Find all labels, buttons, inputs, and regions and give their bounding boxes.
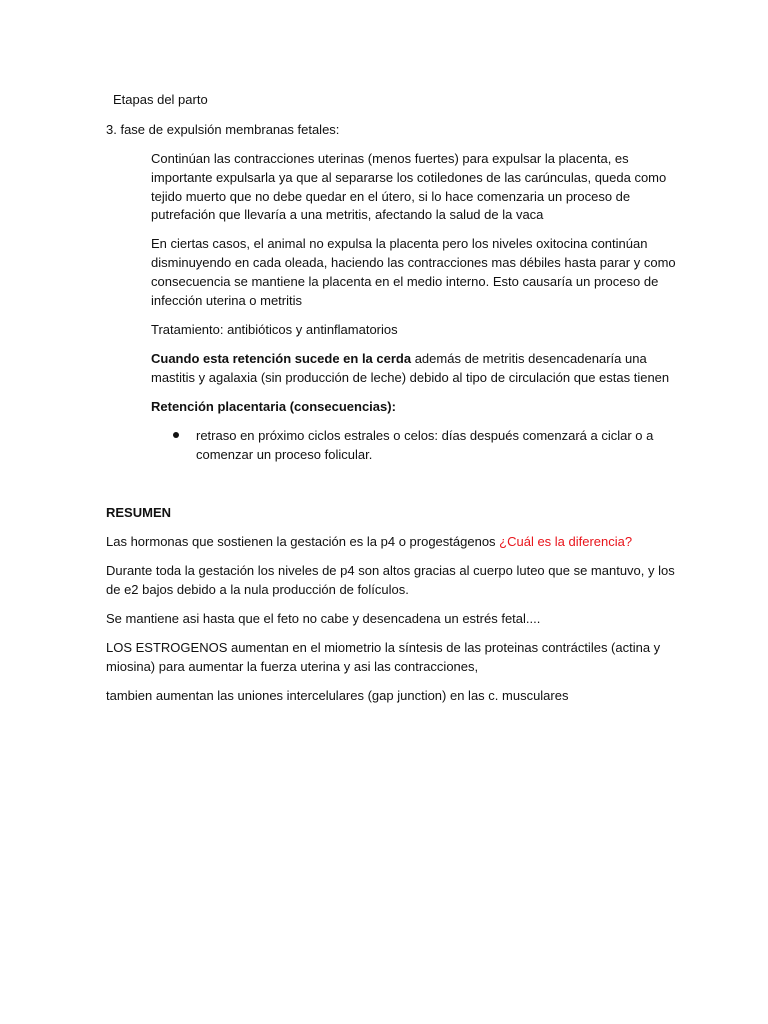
list-item-line: comenzar un proceso folicular. [196, 447, 373, 462]
list-item-line: retraso en próximo ciclos estrales o celos: días después comenzará a ciclar o a [196, 428, 654, 443]
text-line: infección uterina o metritis [151, 293, 303, 308]
cerda-bold-text: Cuando esta retención sucede en la cerda [151, 351, 412, 366]
text-line: Continúan las contracciones uterinas (menos fuertes) para expulsar la placenta, es [151, 151, 629, 166]
cerda-line-1 [151, 349, 647, 368]
durante-line: Durante toda la gestación los niveles de p4 son altos gracias al cuerpo luteo que se mantuvo, y los [106, 563, 675, 578]
tratamiento-text: Tratamiento: antibióticos y antinflamatorios [151, 322, 398, 337]
consecuencias-title: Retención placentaria (consecuencias): [151, 399, 396, 414]
cerda-line-2: mastitis y agalaxia (sin producción de leche) debido al tipo de circulación que estas tienen [151, 370, 670, 385]
hormonas-line [106, 532, 632, 551]
text-line: disminuyendo en cada oleada, haciendo las contracciones mas débiles hasta parar y como [151, 255, 676, 270]
bullet-icon [173, 432, 179, 438]
feto-line: Se mantiene asi hasta que el feto no cabe y desencadena un estrés fetal.... [106, 611, 541, 626]
hormonas-text: Las hormonas que sostienen la gestación es la p4 o progestágenos [106, 534, 500, 549]
text-line: putrefación que llevaría a una metritis, afectando la salud de la vaca [151, 207, 544, 222]
durante-line: de e2 bajos debido a la nula producción de folículos. [106, 582, 409, 597]
text-line: En ciertas casos, el animal no expulsa la placenta pero los niveles oxitocina continúan [151, 236, 648, 251]
document-heading: Etapas del parto [113, 92, 208, 107]
phase-title: 3. fase de expulsión membranas fetales: [106, 122, 340, 137]
text-line: importante expulsarla ya que al separarse los cotiledones de las carúnculas, queda como [151, 170, 667, 185]
estrogenos-line: miosina) para aumentar la fuerza uterina y asi las contracciones, [106, 659, 479, 674]
text-line: consecuencia se mantiene la placenta en el medio interno. Esto causaría un proceso de [151, 274, 659, 289]
text-line: tejido muerto que no debe quedar en el útero, si lo hace comenzaria un proceso de [151, 189, 631, 204]
estrogenos-line: LOS ESTROGENOS aumentan en el miometrio la síntesis de las proteinas contráctiles (actina y [106, 640, 661, 655]
hormonas-question: ¿Cuál es la diferencia? [499, 534, 633, 549]
uniones-line: tambien aumentan las uniones intercelulares (gap junction) en las c. musculares [106, 688, 569, 703]
resumen-title: RESUMEN [106, 505, 172, 520]
cerda-rest-text: además de metritis desencadenaría una [411, 351, 647, 366]
